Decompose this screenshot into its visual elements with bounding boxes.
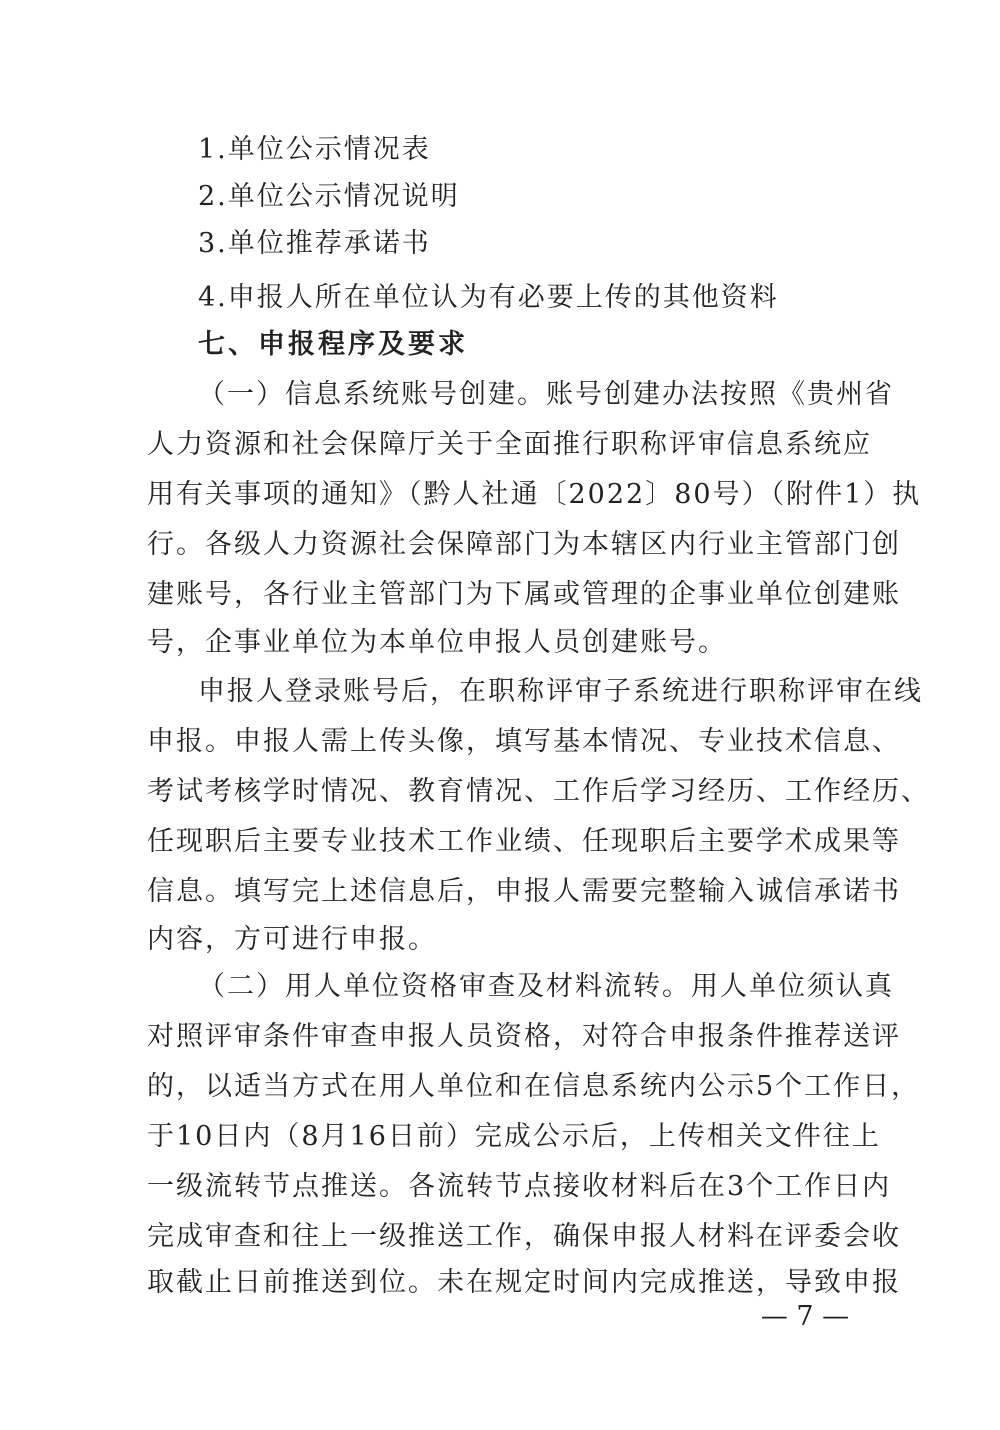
paragraph-line: 对照评审条件审查申报人员资格，对符合申报条件推荐送评: [147, 1021, 901, 1052]
page-number: — 7 —: [760, 1301, 850, 1332]
attachment-item: 4.申报人所在单位认为有必要上传的其他资料: [198, 282, 779, 313]
section-heading: 七、申报程序及要求: [198, 329, 468, 360]
paragraph-line: 于10日内（8月16日前）完成公示后，上传相关文件往上: [147, 1121, 881, 1152]
paragraph-line: 内容，方可进行申报。: [147, 924, 437, 955]
paragraph-line: 一级流转节点推送。各流转节点接收材料后在3个工作日内: [147, 1171, 892, 1202]
paragraph-line: 建账号，各行业主管部门为下属或管理的企事业单位创建账: [147, 579, 901, 610]
paragraph-line: 取截止日前推送到位。未在规定时间内完成推送，导致申报: [147, 1267, 901, 1298]
paragraph-line: （一）信息系统账号创建。账号创建办法按照《贵州省: [198, 379, 894, 410]
paragraph-line: 完成审查和往上一级推送工作，确保申报人材料在评委会收: [147, 1221, 901, 1252]
paragraph-line: 人力资源和社会保障厅关于全面推行职称评审信息系统应: [147, 429, 872, 460]
attachment-item: 2.单位公示情况说明: [198, 181, 460, 212]
paragraph-line: 申报人登录账号后，在职称评审子系统进行职称评审在线: [198, 676, 923, 707]
attachment-item: 3.单位推荐承诺书: [198, 228, 431, 259]
paragraph-line: 的，以适当方式在用人单位和在信息系统内公示5个工作日，: [147, 1071, 921, 1102]
paragraph-line: 信息。填写完上述信息后，申报人需要完整输入诚信承诺书: [147, 876, 901, 907]
paragraph-line: 用有关事项的通知》（黔人社通〔2022〕80号）（附件1）执: [147, 479, 922, 510]
paragraph-line: 申报。申报人需上传头像，填写基本情况、专业技术信息、: [147, 726, 901, 757]
paragraph-line: 考试考核学时情况、教育情况、工作后学习经历、工作经历、: [147, 776, 930, 807]
paragraph-line: 任现职后主要专业技术工作业绩、任现职后主要学术成果等: [147, 826, 901, 857]
paragraph-line: 号，企事业单位为本单位申报人员创建账号。: [147, 627, 727, 658]
paragraph-line: 行。各级人力资源社会保障部门为本辖区内行业主管部门创: [147, 529, 901, 560]
paragraph-line: （二）用人单位资格审查及材料流转。用人单位须认真: [198, 971, 894, 1002]
attachment-item: 1.单位公示情况表: [198, 134, 431, 165]
